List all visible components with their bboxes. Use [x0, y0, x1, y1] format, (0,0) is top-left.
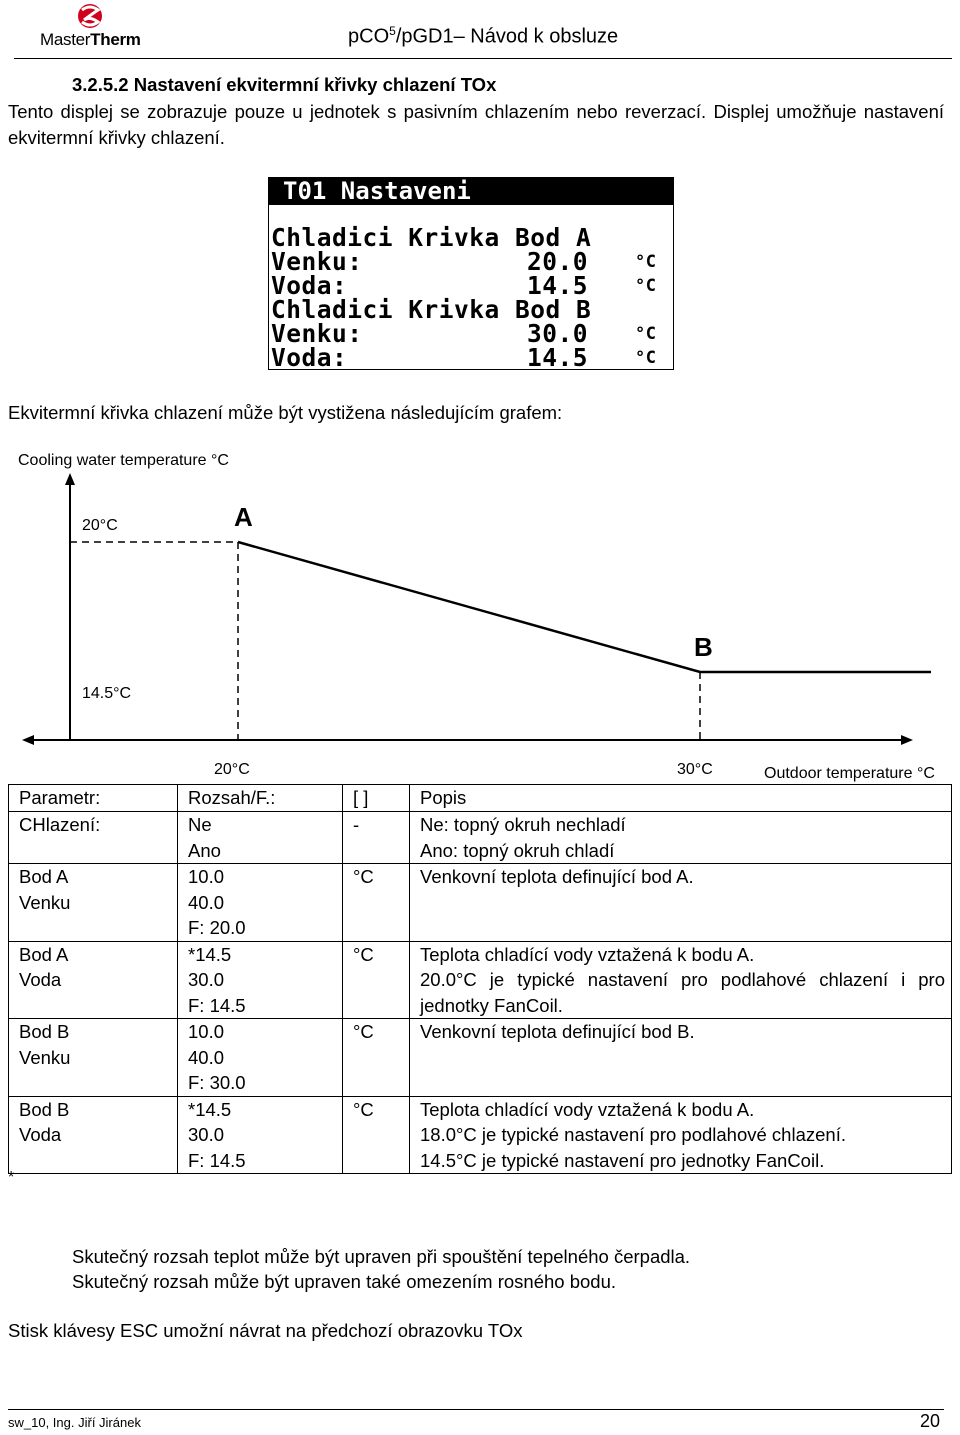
footnote-line: Skutečný rozsah může být upraven také omezením rosného bodu. [72, 1271, 616, 1292]
x-axis-left-arrow-icon [22, 735, 34, 745]
unit-cell: °C [343, 1096, 410, 1174]
unit-cell: - [343, 812, 410, 864]
range-cell: 10.0 40.0 F: 20.0 [178, 864, 343, 942]
point-a-label: A [234, 502, 253, 532]
footnote-line: Skutečný rozsah teplot může být upraven při spouštění tepelného čerpadla. [72, 1246, 691, 1267]
header-cell: Parametr: [9, 785, 178, 812]
table-row [9, 812, 952, 864]
desc-cell: Teplota chladící vody vztažená k bodu A. 20.0°C je typické nastavení pro podlahové chlazení i pro jednotky FanCoil. [410, 941, 952, 1019]
desc-cell: Ne: topný okruh nechladí Ano: topný okruh chladí [410, 812, 952, 864]
unit-cell: °C [343, 1019, 410, 1097]
param-cell: Bod B Voda [9, 1096, 178, 1174]
param-cell: CHlazení: [9, 812, 178, 864]
cooling-curve-chart [0, 440, 960, 785]
graph-caption: Ekvitermní křivka chlazení může být vystižena následujícím grafem: [8, 402, 563, 423]
lcd-line: Venku: 20.0 °C [271, 247, 657, 276]
y-tick-low: 14.5°C [82, 685, 132, 702]
y-axis-arrow-icon [65, 473, 75, 485]
lcd-line: Chladici Krivka Bod B [271, 295, 592, 324]
table-row [9, 864, 952, 942]
x-tick-b: 30°C [677, 761, 713, 778]
footnote-marker: * [8, 1169, 15, 1186]
footnotes [72, 1244, 690, 1294]
page-number: 20 [919, 1411, 940, 1431]
header-cell: [ ] [343, 785, 410, 812]
desc-cell: Venkovní teplota definující bod B. [410, 1019, 952, 1097]
intro-paragraph: Tento displej se zobrazuje pouze u jednotek s pasivním chlazením nebo reverzací. Displej umožňuje nastavení ekvitermní křivky chlazení. [8, 101, 944, 148]
y-tick-high: 20°C [82, 517, 118, 534]
document-title: pCO$^5$/pGD1– Návod k obsluze [348, 24, 619, 48]
lcd-line: Venku: 30.0 °C [271, 319, 657, 348]
range-cell: 10.0 40.0 F: 30.0 [178, 1019, 343, 1097]
series-line [238, 542, 931, 672]
unit-cell: °C [343, 864, 410, 942]
lcd-title: T01 Nastaveni [269, 178, 673, 205]
esc-note: Stisk klávesy ESC umožní návrat na předchozí obrazovku TOx [8, 1320, 523, 1341]
table-row [9, 1096, 952, 1174]
param-cell: Bod B Venku [9, 1019, 178, 1097]
table-row [9, 941, 952, 1019]
header-cell: Popis [410, 785, 952, 812]
footer-author: sw_10, Ing. Jiří Jiránek [8, 1415, 141, 1430]
lcd-display [268, 177, 674, 370]
desc-cell: Venkovní teplota definující bod A. [410, 864, 952, 942]
y-axis-label: Cooling water temperature °C [18, 452, 229, 469]
point-b-label: B [694, 632, 713, 662]
range-cell: Ne Ano [178, 812, 343, 864]
param-cell: Bod A Venku [9, 864, 178, 942]
range-cell: *14.5 30.0 F: 14.5 [178, 941, 343, 1019]
table-row [9, 1019, 952, 1097]
range-cell: *14.5 30.0 F: 14.5 [178, 1096, 343, 1174]
lcd-line: Chladici Krivka Bod A [271, 223, 592, 252]
header-cell: Rozsah/F.: [178, 785, 343, 812]
parameter-table [8, 784, 952, 1174]
x-axis-right-arrow-icon [901, 735, 913, 745]
header-divider [14, 58, 952, 59]
x-axis-label: Outdoor temperature °C [764, 765, 935, 782]
x-tick-a: 20°C [214, 761, 250, 778]
section-heading: 3.2.5.2 Nastavení ekvitermní křivky chlazení TOx [72, 74, 497, 95]
lcd-line: Voda: 14.5 °C [271, 271, 657, 300]
unit-cell: °C [343, 941, 410, 1019]
table-header-row [9, 785, 952, 812]
footer-divider [8, 1409, 944, 1410]
brand-name: MasterTherm [40, 30, 141, 49]
param-cell: Bod A Voda [9, 941, 178, 1019]
desc-cell: Teplota chladící vody vztažená k bodu A. 18.0°C je typické nastavení pro podlahové chlazení. 14.5°C je typické nastavení pro jednotky FanCoil. [410, 1096, 952, 1174]
lcd-line: Voda: 14.5 °C [271, 343, 657, 372]
